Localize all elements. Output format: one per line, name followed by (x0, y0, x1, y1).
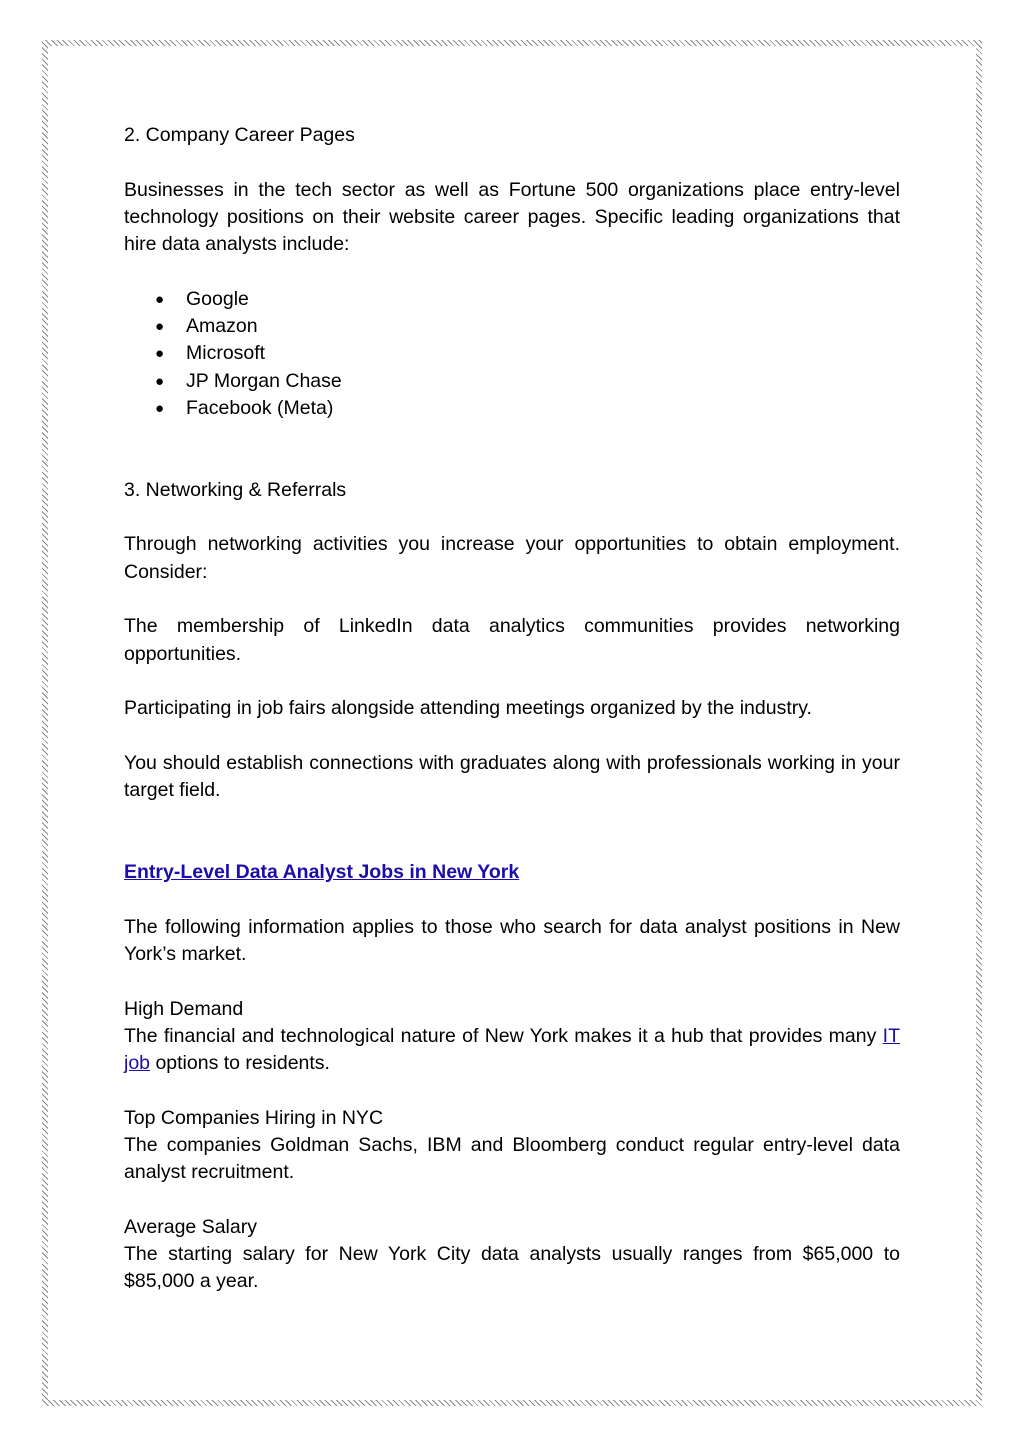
bullet-icon: ● (155, 318, 165, 336)
list-item: ● Amazon (124, 313, 900, 340)
networking-paragraph-job-fairs: Participating in job fairs alongside attending meetings organized by the industry. (124, 697, 812, 720)
high-demand-text: The financial and technological nature of New York makes it a hub that provides many IT job options to residents. (124, 1024, 900, 1075)
list-item: ● JP Morgan Chase (124, 368, 900, 395)
high-demand-title: High Demand (124, 997, 244, 1020)
bullet-icon: ● (155, 399, 165, 417)
list-item: ● Facebook (Meta) (124, 395, 900, 422)
salary-title: Average Salary (124, 1215, 257, 1238)
top-companies-text: The companies Goldman Sachs, IBM and Bloomberg conduct regular entry-level data analyst recruitment. (124, 1133, 900, 1184)
bullet-icon: ● (155, 345, 165, 363)
company-list (124, 286, 900, 422)
document-content (124, 122, 900, 1296)
it-job-link[interactable]: IT job (124, 1024, 900, 1075)
list-item: ● Google (124, 286, 900, 313)
networking-paragraph-connections: You should establish connections with graduates along with professionals working in your target field. (124, 751, 900, 802)
ny-intro: The following information applies to those who search for data analyst positions in New York’s market. (124, 915, 900, 965)
networking-paragraph-linkedin: The membership of LinkedIn data analytics communities provides networking opportunities. (124, 615, 900, 665)
section-2-intro: Businesses in the tech sector as well as Fortune 500 organizations place entry-level technology positions on their website career pages. Specific leading organizations that hire data analysts include: (124, 178, 900, 256)
section-3-title: 3. Networking & Referrals (124, 478, 347, 501)
salary-text: The starting salary for New York City data analysts usually ranges from $65,000 to $85,000 a year. (124, 1243, 900, 1293)
bullet-icon: ● (155, 290, 165, 308)
top-companies-title: Top Companies Hiring in NYC (124, 1106, 384, 1129)
list-item: ● Microsoft (124, 340, 900, 367)
section-2-title: 2. Company Career Pages (124, 124, 355, 146)
section-3-intro: Through networking activities you increase your opportunities to obtain employment. Consider: (124, 533, 900, 583)
bullet-icon: ● (155, 372, 165, 390)
ny-jobs-heading-link[interactable]: Entry-Level Data Analyst Jobs in New York (124, 861, 520, 884)
